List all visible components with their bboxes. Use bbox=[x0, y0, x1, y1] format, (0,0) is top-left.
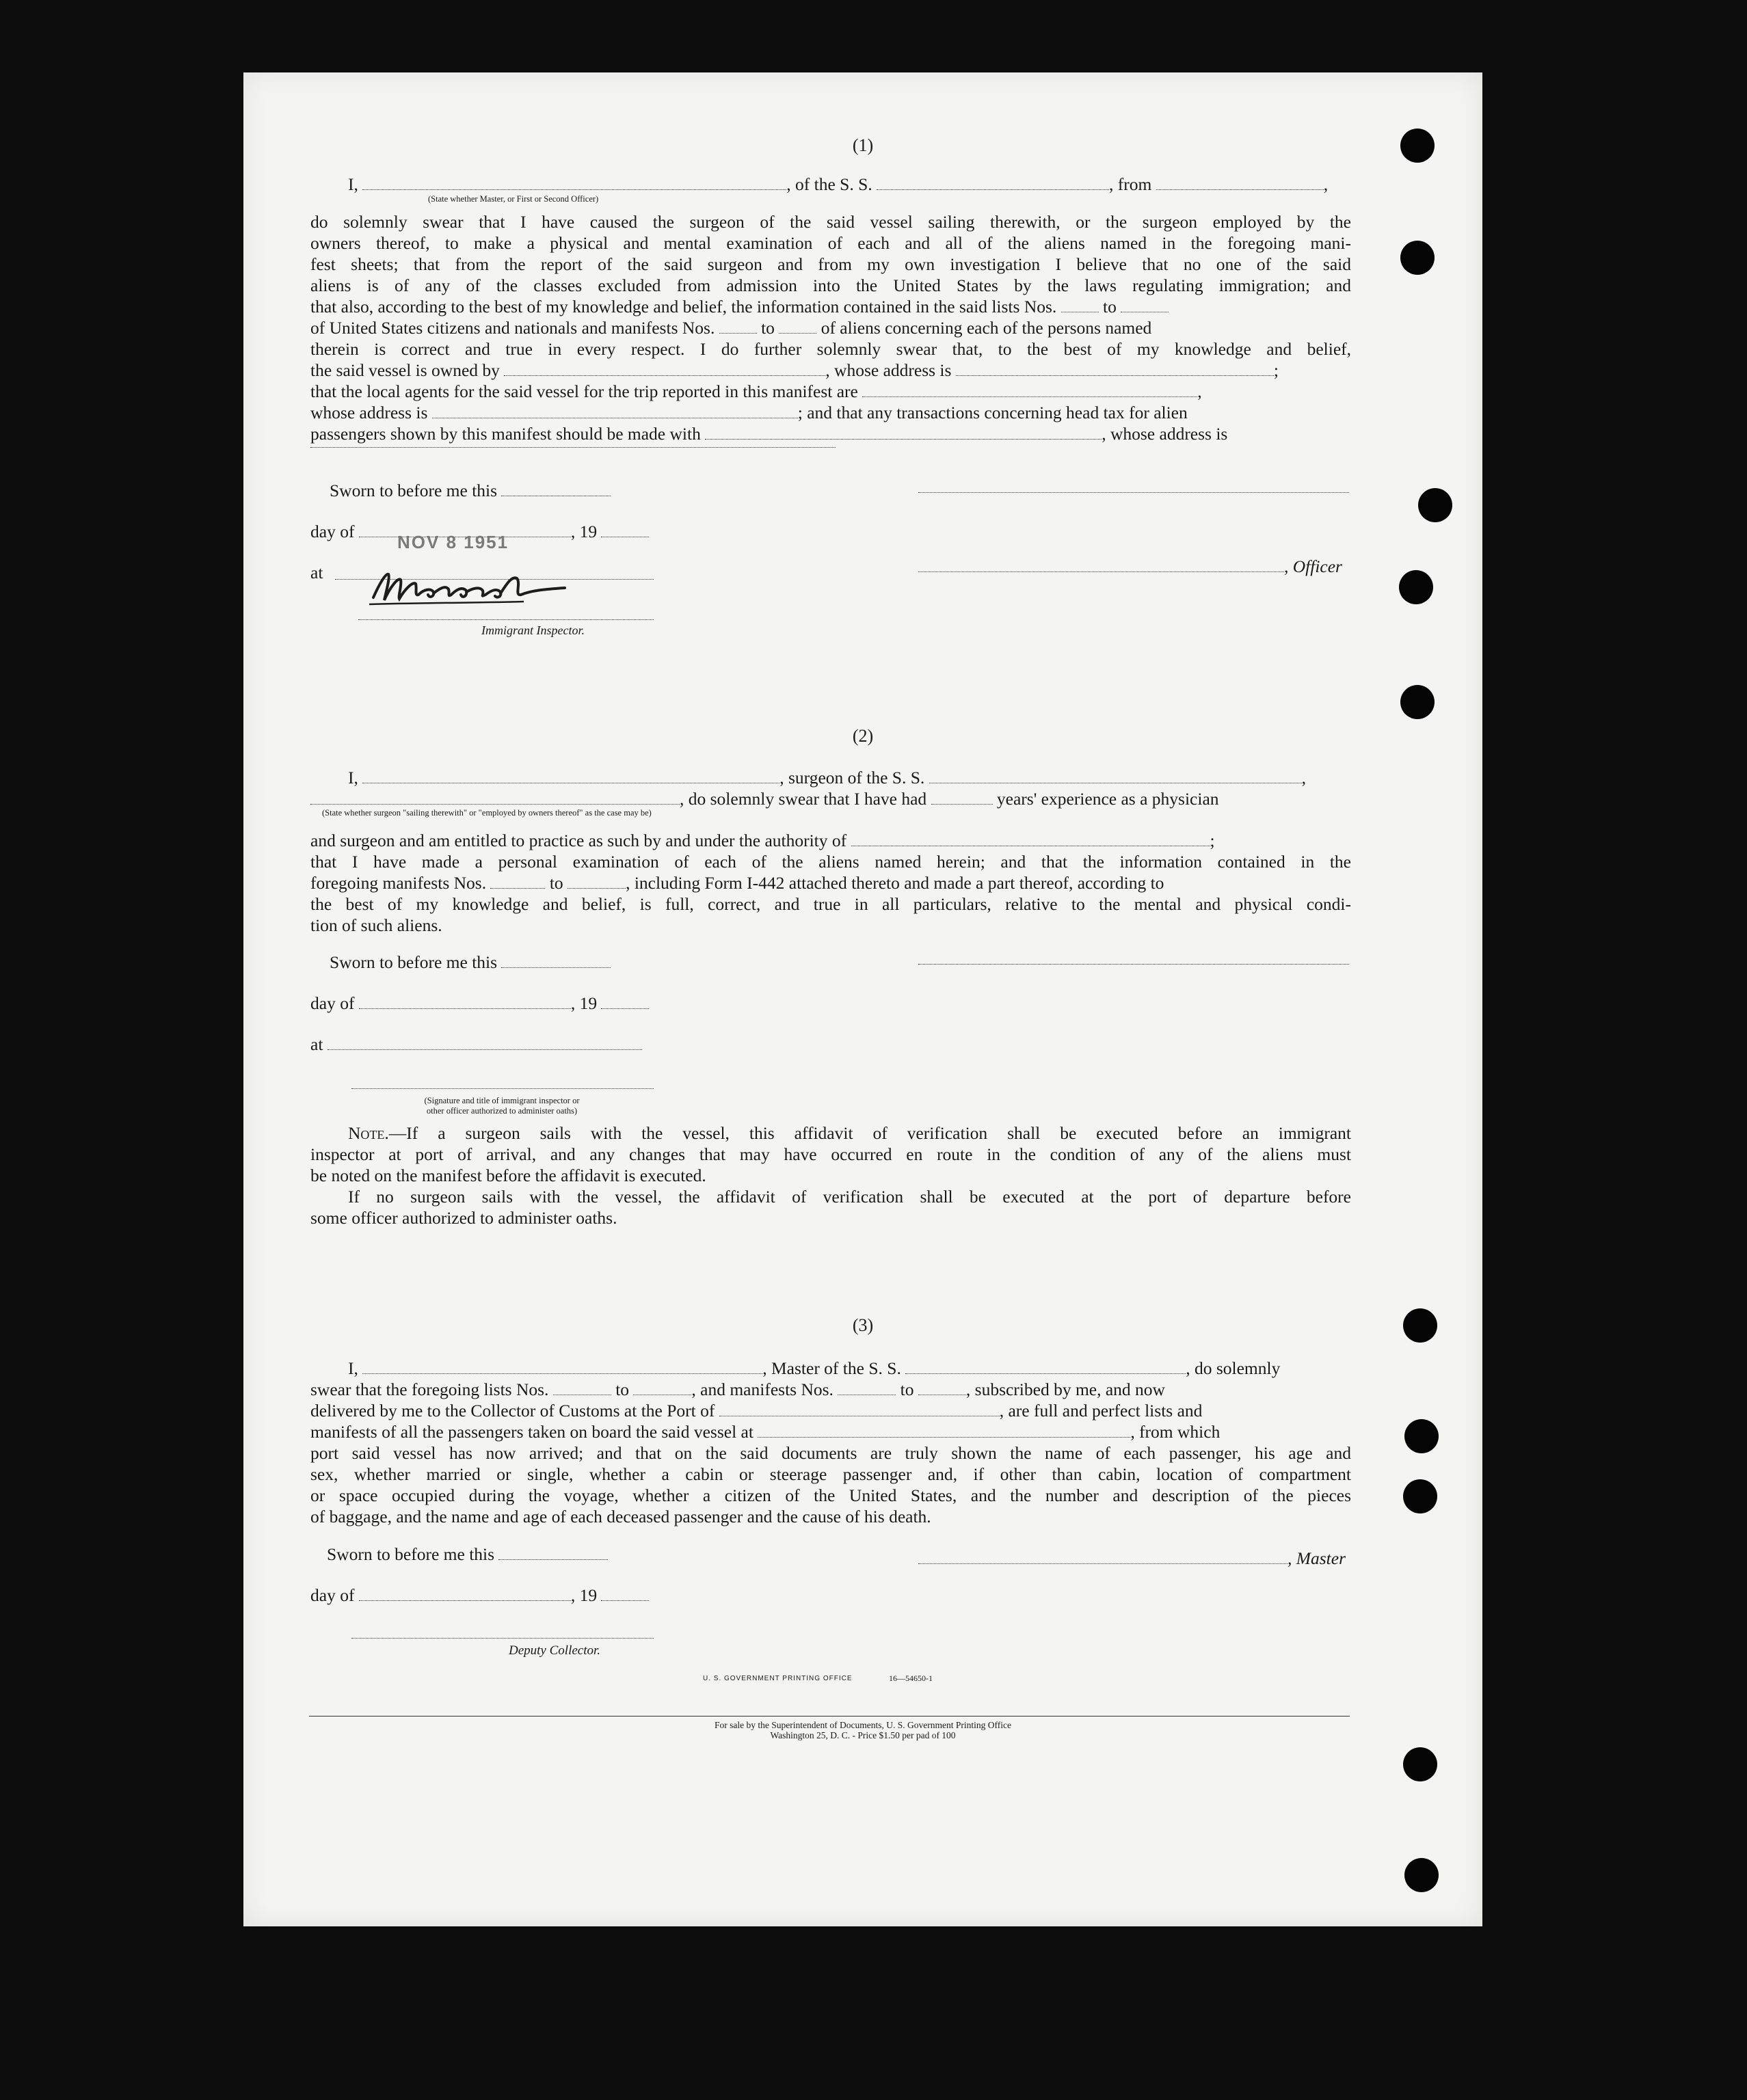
s3-lists-from-field[interactable] bbox=[553, 1382, 611, 1395]
administering-officer-signature-field[interactable] bbox=[351, 1088, 654, 1089]
note-line: some officer authorized to administer oaths. bbox=[310, 1208, 617, 1228]
s3-manifests-to-field[interactable] bbox=[918, 1382, 966, 1395]
section-1-agents-line: that the local agents for the said vessel for the trip reported in this manifest are , bbox=[310, 381, 1202, 401]
officer-name-field[interactable] bbox=[362, 177, 786, 190]
inspector-caption: Immigrant Inspector. bbox=[481, 623, 585, 637]
section-3-sworn: Sworn to before me this bbox=[327, 1544, 1368, 1565]
officer-caption: (State whether Master, or First or Second Officer) bbox=[428, 194, 599, 204]
master-signature-line: , Master bbox=[918, 1548, 1351, 1569]
section-2-text-line: tion of such aliens. bbox=[310, 915, 442, 935]
years-experience-field[interactable] bbox=[931, 792, 993, 805]
section-1-agents-address-line: whose address is ; and that any transactions concerning head tax for alien bbox=[310, 403, 1188, 422]
s3-sworn-day-field[interactable] bbox=[498, 1547, 608, 1560]
section-1-text-line: owners thereof, to make a physical and mental examination of each and all of the aliens named in the foregoing mani- bbox=[310, 233, 1351, 253]
binder-hole bbox=[1403, 1747, 1437, 1781]
inspector-signature-line bbox=[358, 619, 654, 620]
section-2-experience-line: , do solemnly swear that I have had years' experience as a physician bbox=[310, 788, 1351, 809]
section-3-text-line: port said vessel has now arrived; and that on the said documents are truly shown the name of each passenger, his age and bbox=[310, 1443, 1351, 1463]
section-3-text-line: or space occupied during the voyage, whether a citizen of the United States, and the number and description of the pieces bbox=[310, 1485, 1351, 1505]
note-line: inspector at port of arrival, and any changes that may have occurred en route in the condition of any of the aliens must bbox=[310, 1144, 1351, 1164]
binder-hole bbox=[1404, 1858, 1439, 1892]
date-stamp: NOV 8 1951 bbox=[397, 532, 509, 552]
deputy-collector-signature-field[interactable] bbox=[351, 1638, 654, 1639]
s2-day-of-field[interactable] bbox=[359, 996, 571, 1009]
section-1-owner-line: the said vessel is owned by , whose address is ; bbox=[310, 360, 1279, 380]
section-2-at: at bbox=[310, 1034, 1351, 1055]
section-1-head-tax-line: passengers shown by this manifest should be made with , whose address is bbox=[310, 424, 1228, 444]
s3-ship-field[interactable] bbox=[905, 1361, 1186, 1374]
section-1-day-of: day of , 19 bbox=[310, 521, 1351, 542]
surgeon-type-field[interactable] bbox=[310, 792, 680, 805]
section-1-text-line: fest sheets; that from the report of the said surgeon and from my own investigation I believe that no one of the said bbox=[310, 254, 1351, 274]
section-2-sworn: Sworn to before me this bbox=[330, 952, 1370, 973]
section-2-manifests-line: foregoing manifests Nos. to , including Form I-442 attached thereto and made a part thereof, according to bbox=[310, 873, 1164, 893]
section-1-at: at bbox=[310, 563, 323, 582]
s3-manifests-from-field[interactable] bbox=[838, 1382, 896, 1395]
surgeon-signature-field[interactable] bbox=[918, 964, 1349, 965]
s2-at-place-field[interactable] bbox=[328, 1037, 642, 1050]
departure-port-field[interactable] bbox=[1156, 177, 1324, 190]
section-2-text-line: that I have made a personal examination of each of the aliens named herein; and that the information contained in the bbox=[310, 852, 1351, 872]
inspector-signature bbox=[360, 565, 578, 612]
section-1-text-line: do solemnly swear that I have caused the surgeon of the said vessel sailing therewith, or the surgeon employed by the bbox=[310, 212, 1351, 232]
section-2-text-line: the best of my knowledge and belief, is full, correct, and true in all particulars, relative to the mental and physical condi- bbox=[310, 894, 1351, 914]
signature-caption: (Signature and title of immigrant inspector or other officer authorized to administer oaths) bbox=[424, 1096, 580, 1116]
address-continuation-field[interactable] bbox=[310, 447, 836, 448]
binder-hole bbox=[1400, 241, 1435, 275]
manifests-from-field[interactable] bbox=[719, 321, 757, 334]
section-1-lists-line: that also, according to the best of my knowledge and belief, the information contained in the said lists Nos. to bbox=[310, 296, 1351, 317]
printing-office: U. S. GOVERNMENT PRINTING OFFICE bbox=[703, 1675, 853, 1682]
deputy-caption: Deputy Collector. bbox=[509, 1643, 601, 1658]
section-3-text-line: sex, whether married or single, whether a cabin or steerage passenger and, if other than cabin, location of compartment bbox=[310, 1464, 1351, 1484]
surgeon-caption: (State whether surgeon "sailing therewith" or "employed by owners thereof" as the case may be) bbox=[322, 808, 652, 818]
s3-lists-to-field[interactable] bbox=[633, 1382, 691, 1395]
s2-manifests-from-field[interactable] bbox=[490, 876, 545, 889]
section-1-manifests-line: of United States citizens and nationals and manifests Nos. to of aliens concerning each of the persons named bbox=[310, 318, 1152, 338]
section-1-text-line: aliens is of any of the classes excluded from admission into the United States by the laws regulating immigration; and bbox=[310, 275, 1351, 295]
agents-address-field[interactable] bbox=[432, 405, 798, 418]
authority-field[interactable] bbox=[851, 833, 1210, 846]
section-3-master-line: I, , Master of the S. S. , do solemnly bbox=[348, 1358, 1281, 1378]
binder-hole bbox=[1403, 1308, 1437, 1343]
section-2-day-of: day of , 19 bbox=[310, 993, 1351, 1014]
manifest-affidavit-page bbox=[243, 72, 1482, 1926]
year-field[interactable] bbox=[601, 524, 649, 537]
section-3-number: (3) bbox=[852, 1315, 874, 1335]
surgeon-name-field[interactable] bbox=[362, 770, 779, 783]
sale-notice: For sale by the Superintendent of Documents, U. S. Government Printing Office Washington 25, D. C. - Price $1.50 per pad of 100 bbox=[715, 1720, 1011, 1740]
section-3-text-line: of baggage, and the name and age of each deceased passenger and the cause of his death. bbox=[310, 1507, 931, 1526]
section-3-port-line: delivered by me to the Collector of Customs at the Port of , are full and perfect lists and bbox=[310, 1401, 1203, 1421]
master-name-field[interactable] bbox=[362, 1361, 762, 1374]
note-line: be noted on the manifest before the affidavit is executed. bbox=[310, 1166, 706, 1185]
owner-field[interactable] bbox=[504, 363, 825, 376]
lists-to-field[interactable] bbox=[1121, 299, 1169, 312]
section-2-number: (2) bbox=[852, 726, 874, 746]
note-line: Note.—If a surgeon sails with the vessel, this affidavit of verification shall be executed before an immigrant bbox=[348, 1123, 1351, 1143]
s3-year-field[interactable] bbox=[601, 1588, 649, 1601]
section-1-text-line: therein is correct and true in every respect. I do further solemnly swear that, to the best of my knowledge and belief, bbox=[310, 339, 1351, 359]
surgeon-ship-field[interactable] bbox=[929, 770, 1302, 783]
port-field[interactable] bbox=[719, 1403, 1000, 1416]
section-1-sworn: Sworn to before me this bbox=[330, 480, 1370, 501]
s2-manifests-to-field[interactable] bbox=[568, 876, 626, 889]
s2-year-field[interactable] bbox=[601, 996, 649, 1009]
binder-hole bbox=[1404, 1419, 1439, 1453]
footer-rule bbox=[309, 1716, 1350, 1717]
section-3-day-of: day of , 19 bbox=[310, 1585, 1351, 1606]
officer-signature-field[interactable] bbox=[918, 492, 1349, 493]
section-1-number: (1) bbox=[852, 135, 874, 155]
ship-name-field[interactable] bbox=[877, 177, 1109, 190]
form-code: 16—54650-1 bbox=[889, 1673, 933, 1683]
section-2-authority-line: and surgeon and am entitled to practice as such by and under the authority of ; bbox=[310, 831, 1215, 850]
binder-hole bbox=[1418, 488, 1452, 522]
note-line: If no surgeon sails with the vessel, the affidavit of verification shall be executed at the port of departure before bbox=[348, 1187, 1351, 1207]
s3-day-of-field[interactable] bbox=[359, 1588, 571, 1601]
binder-hole bbox=[1399, 570, 1433, 604]
lists-from-field[interactable] bbox=[1061, 299, 1099, 312]
section-2-surgeon-line: I, , surgeon of the S. S. , bbox=[348, 768, 1307, 788]
manifests-to-field[interactable] bbox=[779, 321, 816, 334]
s2-sworn-day-field[interactable] bbox=[501, 955, 611, 968]
owner-address-field[interactable] bbox=[956, 363, 1274, 376]
binder-hole bbox=[1403, 1479, 1437, 1513]
section-1-officer-line: I, , of the S. S. , from , bbox=[348, 174, 1329, 194]
sworn-day-field[interactable] bbox=[501, 483, 611, 496]
binder-hole bbox=[1400, 129, 1435, 163]
officer-title-line: , Officer bbox=[918, 556, 1351, 577]
section-3-lists-line: swear that the foregoing lists Nos. to , and manifests Nos. to , subscribed by me, and now bbox=[310, 1379, 1165, 1399]
head-tax-agent-field[interactable] bbox=[705, 427, 1102, 440]
local-agents-field[interactable] bbox=[862, 384, 1197, 397]
departure-place-field[interactable] bbox=[758, 1425, 1130, 1438]
section-3-vessel-line: manifests of all the passengers taken on board the said vessel at , from which bbox=[310, 1422, 1221, 1442]
binder-hole bbox=[1400, 685, 1435, 719]
master-signature-field[interactable] bbox=[918, 1551, 1288, 1564]
